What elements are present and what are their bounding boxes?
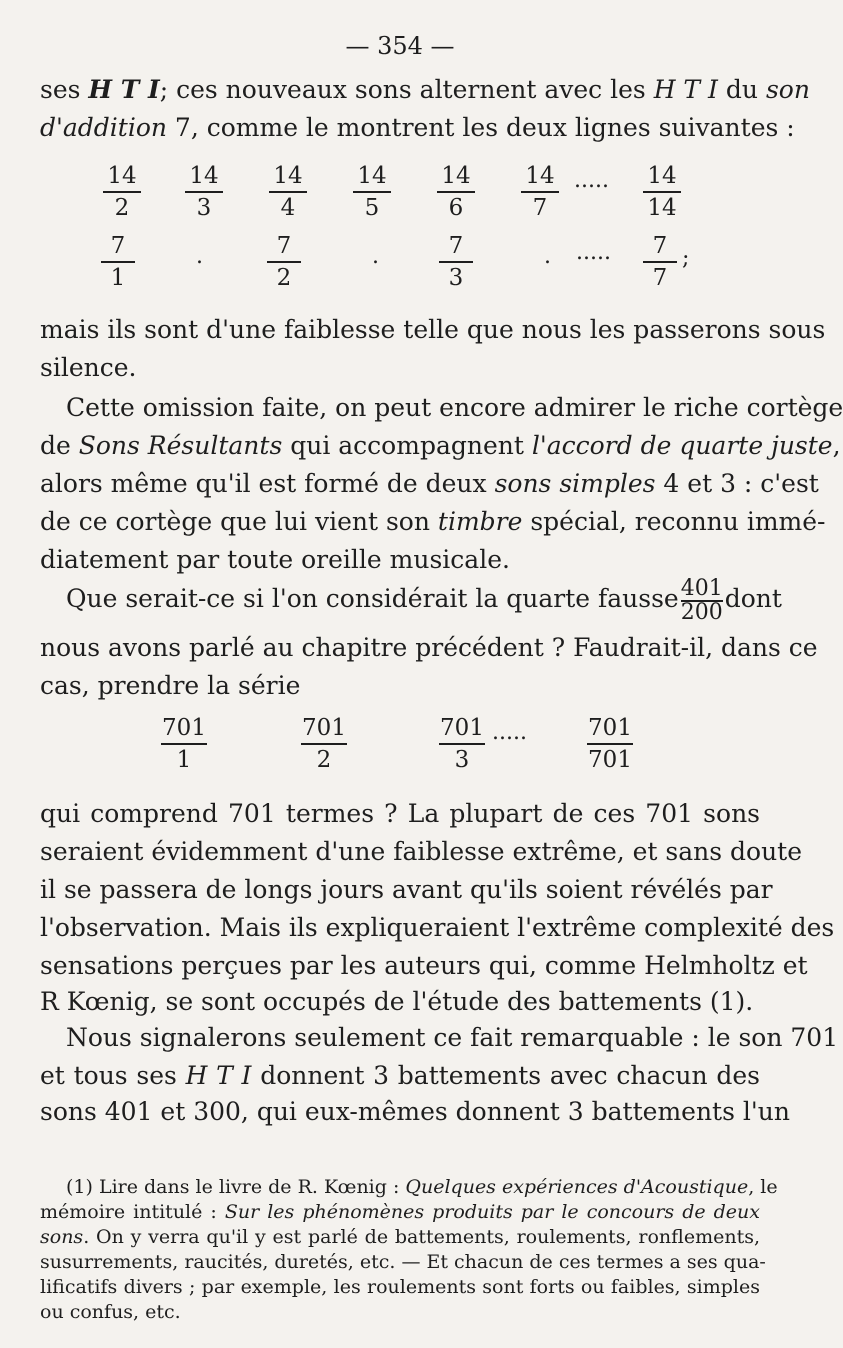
text-run: nous avons parlé au chapitre précédent ? Faudrait-il, dans ce (40, 633, 818, 662)
text-run: , (832, 431, 841, 460)
fraction-denominator: 14 (647, 195, 677, 221)
que-after: dont (724, 584, 782, 613)
fraction-bar (643, 261, 677, 263)
text-line (40, 796, 760, 832)
fraction-bar (521, 191, 559, 193)
text-line (40, 504, 826, 540)
text-run: sons 401 et 300, qui eux-mêmes donnent 3 battements l'un (40, 1097, 790, 1126)
text-run: cas, prendre la série (40, 671, 301, 700)
separator-dot: . (544, 244, 551, 269)
fraction (266, 164, 310, 220)
fraction-bar (437, 191, 475, 193)
footnote-line (40, 1250, 766, 1275)
que-before: Que serait-ce si l'on considérait la quarte fausse (66, 584, 679, 613)
text-run: ; ces nouveaux sons alternent avec les (159, 75, 654, 104)
text-run: susurrements, raucités, duretés, etc. — Et chacun de ces termes a ses qua- (40, 1251, 766, 1273)
text-line (40, 428, 841, 464)
fraction-bar (161, 743, 207, 745)
fraction (158, 716, 210, 772)
fraction-numerator: 701 (440, 715, 484, 741)
fraction-numerator: 7 (448, 233, 464, 259)
fraction-numerator: 14 (525, 163, 555, 189)
separator-dot: . (196, 244, 203, 269)
fraction-bar (185, 191, 223, 193)
text-line (40, 668, 760, 704)
fraction-denominator: 3 (454, 747, 470, 773)
fraction-bar (587, 743, 633, 745)
text-line (40, 390, 843, 426)
text-run: ses (40, 75, 89, 104)
ellipsis-dots: ..... (492, 720, 527, 745)
text-run: seraient évidemment d'une faiblesse extrême, et sans doute (40, 837, 803, 866)
italic-run: son (765, 75, 810, 104)
fraction-bar (439, 261, 473, 263)
text-run: 7, comme le montrent les deux lignes suivantes : (166, 113, 795, 142)
text-run: qui comprend 701 termes ? La plupart de ces 701 sons (40, 799, 760, 828)
fraction-denominator: 2 (276, 265, 292, 291)
fraction (640, 164, 684, 220)
fraction (100, 164, 144, 220)
fraction-denominator: 1 (110, 265, 126, 291)
fraction-numerator: 701 (588, 715, 632, 741)
fraction-bar (353, 191, 391, 193)
text-line (40, 872, 773, 908)
text-line (40, 1020, 839, 1056)
fraction-denominator: 3 (196, 195, 212, 221)
text-run: lificatifs divers ; par exemple, les roulements sont forts ou faibles, simples (40, 1276, 760, 1298)
fraction (518, 164, 562, 220)
fraction (98, 234, 138, 290)
fraction-denominator: 2 (316, 747, 332, 773)
text-line-fraction (40, 574, 782, 625)
text-run: mais ils sont d'une faiblesse telle que nous les passerons sous (40, 315, 826, 344)
text-run: Cette omission faite, on peut encore admirer le riche cortège (66, 393, 843, 422)
text-run: donnent 3 battements avec chacun des (251, 1061, 760, 1090)
semicolon: ; (682, 246, 690, 271)
fraction-denominator: 2 (114, 195, 130, 221)
italic-run: l'accord de quarte juste (531, 431, 833, 460)
fraction-numerator: 14 (107, 163, 137, 189)
fraction-numerator: 7 (110, 233, 126, 259)
text-run: 4 et 3 : c'est (655, 469, 819, 498)
text-run: (1) Lire dans le livre de R. Kœnig : (66, 1176, 406, 1198)
inline-fraction: $\frac{401}{200}$ (680, 575, 723, 625)
fraction (436, 234, 476, 290)
italic-run: d'addition (40, 113, 167, 142)
text-run: Nous signalerons seulement ce fait remarquable : le son 701 (66, 1023, 839, 1052)
fraction-denominator: 3 (448, 265, 464, 291)
italic-run: timbre (437, 507, 523, 536)
italic-run: Quelques expériences d'Acoustique (405, 1176, 749, 1198)
italic-run: Sons Résultants (78, 431, 283, 460)
text-run: de ce cortège que lui vient son (40, 507, 438, 536)
fraction (640, 234, 680, 290)
text-run: l'observation. Mais ils expliqueraient l'extrême complexité des (40, 913, 835, 942)
text-run: et tous ses (40, 1061, 186, 1090)
text-run: qui accompagnent (282, 431, 532, 460)
italic-run: H T I (653, 75, 718, 104)
fraction (350, 164, 394, 220)
text-run: il se passera de longs jours avant qu'ils soient révélés par (40, 875, 773, 904)
fraction-bar (103, 191, 141, 193)
fraction-numerator: 701 (302, 715, 346, 741)
text-run: sensations perçues par les auteurs qui, comme Helmholtz et (40, 951, 808, 980)
ellipsis-dots: ..... (576, 240, 611, 265)
italic-run: H T I (88, 75, 160, 104)
ellipsis-dots: ..... (574, 168, 609, 193)
text-line (40, 1094, 790, 1130)
text-line (40, 312, 826, 348)
footnote-line (40, 1225, 760, 1250)
text-line (40, 350, 760, 386)
fraction-numerator: 14 (441, 163, 471, 189)
fraction-numerator: 14 (357, 163, 387, 189)
italic-run: sons (40, 1226, 84, 1248)
italic-run: Sur les phénomènes produits par le concours de deux (224, 1201, 760, 1223)
footnote-line (40, 1175, 778, 1200)
text-run: diatement par toute oreille musicale. (40, 545, 510, 574)
fraction-numerator: 701 (162, 715, 206, 741)
text-run: alors même qu'il est formé de deux (40, 469, 495, 498)
text-line (40, 948, 808, 984)
fraction-numerator: 7 (276, 233, 292, 259)
fraction (182, 164, 226, 220)
footnote-line (40, 1200, 760, 1225)
text-line (40, 910, 835, 946)
fraction-denominator: 4 (280, 195, 296, 221)
text-run: ou confus, etc. (40, 1301, 181, 1323)
fraction (436, 716, 488, 772)
fraction-bar (101, 261, 135, 263)
text-line (40, 834, 803, 870)
text-run: mémoire intitulé : (40, 1201, 225, 1223)
separator-dot: . (372, 244, 379, 269)
italic-run: H T I (185, 1061, 252, 1090)
fraction-denominator: 7 (652, 265, 668, 291)
text-line (40, 630, 818, 666)
fraction-bar (643, 191, 681, 193)
footnote-line (40, 1275, 760, 1300)
fraction-bar (301, 743, 347, 745)
fraction (434, 164, 478, 220)
text-run: . On y verra qu'il y est parlé de battements, roulements, ronflements, (83, 1226, 760, 1248)
text-line (40, 542, 760, 578)
fraction-denominator: 6 (448, 195, 464, 221)
text-line (40, 72, 810, 108)
footnote-line (40, 1300, 760, 1325)
text-run: spécial, reconnu immé- (522, 507, 826, 536)
fraction-bar (439, 743, 485, 745)
fraction-numerator: 14 (273, 163, 303, 189)
text-run: silence. (40, 353, 137, 382)
page-number: — 354 — (345, 32, 455, 60)
text-run: R Kœnig, se sont occupés de l'étude des battements (1). (40, 987, 754, 1016)
italic-run: sons simples (494, 469, 656, 498)
fraction-bar (269, 191, 307, 193)
fraction-numerator: 14 (189, 163, 219, 189)
fraction (584, 716, 636, 772)
fraction-denominator: 5 (364, 195, 380, 221)
text-run: de (40, 431, 79, 460)
fraction (264, 234, 304, 290)
text-line (40, 110, 795, 146)
fraction-numerator: 7 (652, 233, 668, 259)
fraction-bar (267, 261, 301, 263)
fraction-denominator: 1 (176, 747, 192, 773)
fraction-denominator: 701 (588, 747, 632, 773)
text-line (40, 466, 819, 502)
text-line (40, 984, 760, 1020)
fraction-numerator: 14 (647, 163, 677, 189)
fraction-denominator: 7 (532, 195, 548, 221)
fraction (298, 716, 350, 772)
text-line (40, 1058, 760, 1094)
text-run: du (717, 75, 766, 104)
text-run: , le (748, 1176, 778, 1198)
